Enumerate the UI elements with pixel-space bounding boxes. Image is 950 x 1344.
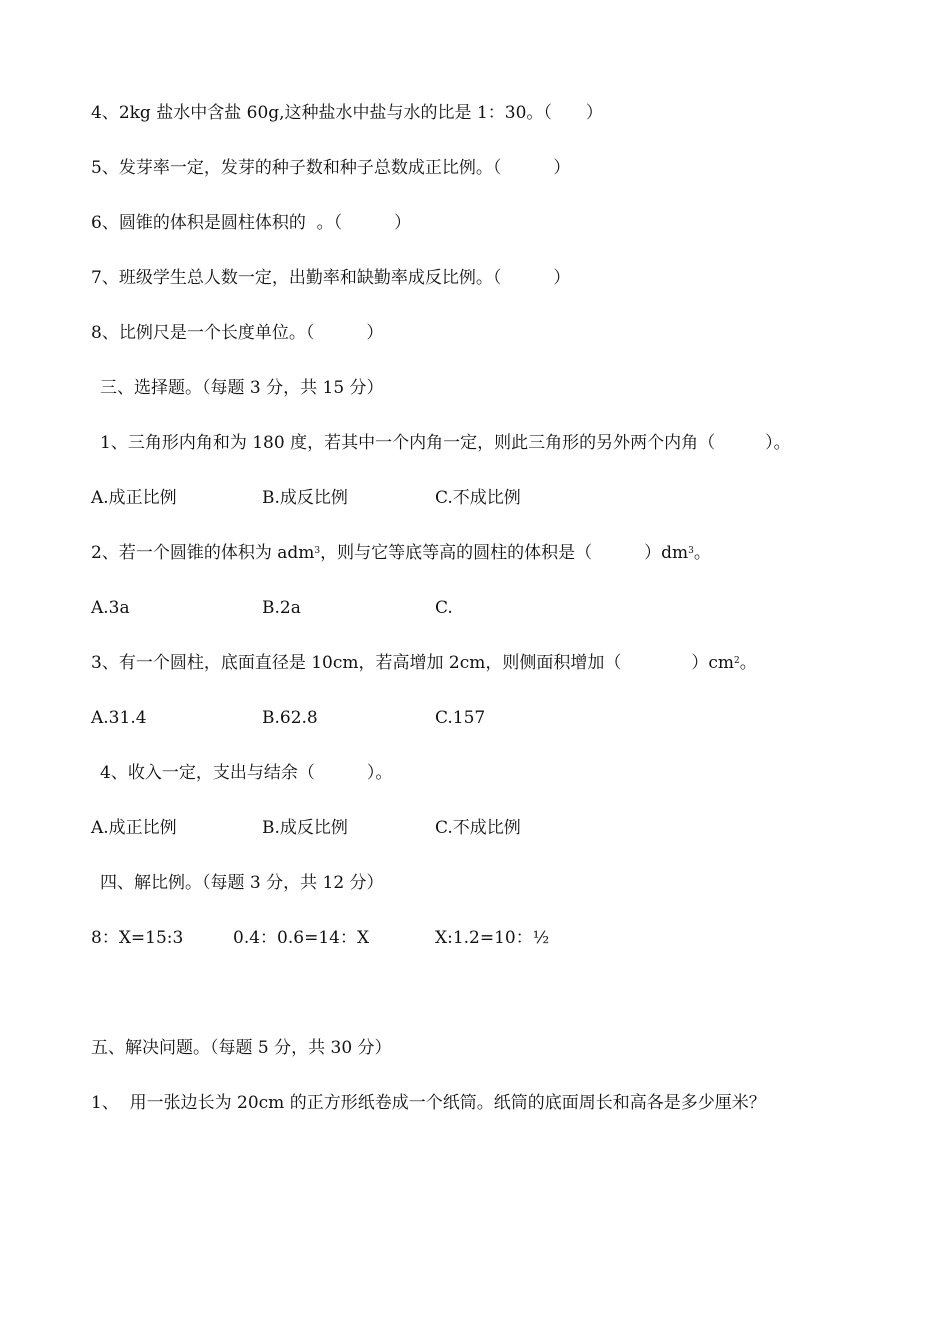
answer-bracket-close: ） [585, 103, 603, 123]
option-b: B.2a [262, 598, 301, 618]
word-problem-1: 1、 用一张边长为 20cm 的正方形纸卷成一个纸筒。纸筒的底面周长和高各是多少厘米？ [91, 1093, 766, 1113]
option-c: C.不成比例 [435, 818, 521, 838]
answer-bracket-close: ） [553, 268, 571, 288]
answer-bracket-close: ） [394, 213, 412, 233]
option-b: B.62.8 [262, 708, 318, 728]
choice-question-4 [100, 761, 392, 785]
proportion-problem-2: 0.4：0.6=14：X [233, 928, 370, 948]
question-text: 6、圆锥的体积是圆柱体积的 。（ [91, 213, 343, 233]
answer-bracket-close: ）。 [765, 433, 791, 453]
question-text: 3、有一个圆柱，底面直径是 10cm，若高增加 2cm，则侧面积增加（ [91, 653, 622, 673]
question-text: 4、2kg 盐水中含盐 60g,这种盐水中盐与水的比是 1：30。（ [91, 103, 552, 123]
question-text: 8、比例尺是一个长度单位。（ [91, 323, 315, 343]
section-5-heading: 五、解决问题。（每题 5 分，共 30 分） [91, 1038, 392, 1058]
option-a: A.成正比例 [91, 488, 177, 508]
section-4-heading: 四、解比例。（每题 3 分，共 12 分） [100, 873, 384, 893]
answer-bracket-close: ）。 [366, 763, 393, 783]
judge-question-4 [91, 101, 603, 125]
answer-bracket-close: ） [366, 323, 384, 343]
option-c: C.不成比例 [435, 488, 521, 508]
judge-question-5 [91, 156, 570, 180]
option-c: C. [435, 598, 453, 618]
choice-question-1 [100, 431, 791, 455]
section-3-heading: 三、选择题。（每题 3 分，共 15 分） [100, 378, 384, 398]
question-text: 1、三角形内角和为 180 度，若其中一个内角一定，则此三角形的另外两个内角（ [100, 433, 716, 453]
question-text: 5、发芽率一定，发芽的种子数和种子总数成正比例。（ [91, 158, 502, 178]
judge-question-8 [91, 321, 383, 345]
question-end: 。 [693, 543, 711, 563]
option-b: B.成反比例 [262, 818, 348, 838]
question-text: 7、班级学生总人数一定，出勤率和缺勤率成反比例。（ [91, 268, 502, 288]
answer-bracket-close: ） [553, 158, 571, 178]
option-c: C.157 [435, 708, 486, 728]
proportion-problem-3: X:1.2=10：½ [435, 928, 550, 948]
judge-question-7 [91, 266, 570, 290]
superscript: 3 [688, 546, 694, 556]
question-end: 。 [739, 653, 757, 673]
question-text-cont: ，则与它等底等高的圆柱的体积是（ [320, 543, 593, 563]
superscript: 3 [314, 546, 321, 556]
superscript: 2 [734, 656, 740, 666]
question-text: 4、收入一定，支出与结余（ [100, 763, 315, 783]
judge-question-6 [91, 211, 411, 235]
choice-question-3 [91, 651, 757, 675]
option-a: A.31.4 [91, 708, 147, 728]
question-text: 2、若一个圆锥的体积为 adm [91, 543, 315, 563]
option-b: B.成反比例 [262, 488, 348, 508]
option-a: A.3a [91, 598, 130, 618]
option-a: A.成正比例 [91, 818, 177, 838]
answer-bracket-close: ）cm [691, 653, 735, 673]
choice-question-2 [91, 541, 711, 565]
answer-bracket-close: ）dm [644, 543, 689, 563]
proportion-problem-1: 8：X=15:3 [91, 928, 184, 948]
